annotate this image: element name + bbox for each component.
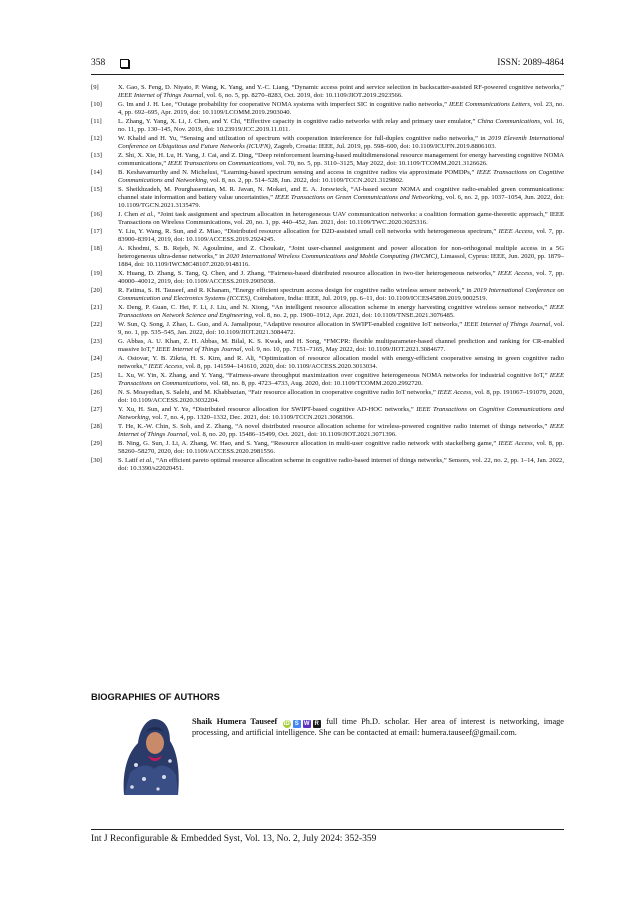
reference-item [91, 457, 564, 473]
reference-venue: China Communications [477, 118, 541, 125]
reference-venue: IEEE Internet of Things Journal [118, 422, 564, 438]
reference-item [91, 372, 564, 388]
reference-venue: IEEE Transactions on Cognitive Communications and Networking [118, 405, 564, 421]
reference-item [91, 423, 564, 439]
reference-details: , Coimbatore, India: IEEE, Jul. 2019, pp. 6–11, doi: 10.1109/ICCES45898.2019.9002519. [249, 294, 488, 302]
reference-number: [10] [91, 101, 102, 108]
reference-item [91, 135, 564, 151]
reference-text [118, 169, 564, 185]
reference-authors-title: Y. Liu, Y. Wang, R. Sun, and Z. Miao, “Distributed resource allocation for D2D-assisted small cell networks with heterogeneous spectrum,” [118, 227, 499, 235]
reference-item [91, 321, 564, 337]
reference-authors-title: W. Sun, Q. Song, J. Zhao, L. Guo, and A. Jamalipour, “Adaptive resource allocation in SWIPT-enabled cognitive IoT networks,” [118, 320, 465, 328]
reference-venue: IEEE Transactions on Green Communications and Networking [274, 193, 443, 201]
reference-number: [25] [91, 371, 102, 379]
reference-number: [18] [91, 244, 102, 252]
reference-item [91, 304, 564, 320]
reference-authors-title: R. Fatima, S. H. Tauseef, and R. Khanam, “Energy efficient spectrum access design for cognitive radio wireless sensor network,” in [118, 286, 474, 294]
reference-text [118, 321, 564, 337]
reference-details: , vol. 6, no. 2, pp. 1037–1054, Jun. 2022, doi: 10.1109/TGCN.2021.3135479. [118, 193, 564, 209]
reference-venue: IEEE Internet of Things Journal [118, 91, 204, 99]
reference-venue: IEEE Access [498, 439, 533, 447]
reference-text [118, 457, 564, 473]
reference-details: , Limassol, Cyprus: IEEE, Jun. 2020, pp. 1879–1884, doi: 10.1109/IWCMC48107.2020.9148116. [118, 252, 564, 268]
reference-authors-title: X. Deng, P. Guan, C. Hei, F. Li, J. Liu, and N. Xiong, “An intelligent resource allocation scheme in energy harvesting cognitive wireless sensor networks,” [118, 303, 550, 311]
reference-item [91, 169, 564, 185]
reference-details: , vol. 7, pp. 40000–40012, 2019, doi: 10.1109/ACCESS.2019.2905038. [118, 269, 565, 285]
header-rule [91, 74, 564, 75]
reference-item [91, 389, 564, 405]
reference-authors-title: W. Khalid and H. Yu, “Sensing and utilization of spectrum with cooperation interference for full-duplex cognitive radio networks,” in [118, 135, 488, 142]
reference-details: , vol. 8, pp. 191067–191079, 2020, doi: 10.1109/ACCESS.2020.3032204. [118, 388, 564, 404]
reference-venue: IEEE Access [148, 362, 183, 370]
reference-number: [26] [91, 388, 102, 396]
references-list [91, 84, 564, 474]
reference-text [118, 245, 564, 269]
reference-item [91, 406, 564, 422]
author-photo [118, 713, 183, 795]
reference-number: [21] [91, 303, 102, 311]
reference-details: , vol. 8, no. 2, pp. 1900–1912, Apr. 2021, doi: 10.1109/TNSE.2021.3076485. [251, 311, 455, 319]
reference-authors-title: A. Khodmi, S. B. Rejeb, N. Agoulmine, and Z. Choukair, “Joint user-channel assignment and power allocation for non-orthogonal multiple access in a 5G heterogeneous ultra-dense networks,” in [118, 244, 564, 260]
reference-number: [9] [91, 84, 99, 91]
reference-item [91, 101, 564, 117]
reference-details: , Zagreb, Croatia: IEEE, Jul. 2019, pp. 598–600, doi: 10.1109/ICUFN.2019.8806103. [270, 142, 497, 150]
reference-venue: IEEE Communications Letters [448, 101, 531, 108]
reference-item [91, 211, 564, 227]
issn: ISSN: 2089-4864 [497, 58, 564, 68]
reference-authors-title: S. Latif [118, 456, 140, 464]
footer-rule [91, 829, 564, 830]
reference-text [118, 287, 564, 303]
header-box-icon [120, 59, 129, 68]
reference-number: [19] [91, 269, 102, 277]
reference-authors-title: L. Xu, W. Yin, X. Zhang, and Y. Yang, “Fairness-aware throughput maximization over cognitive heterogeneous NOMA networks for industrial cognitive IoT,” [118, 371, 550, 379]
reference-text [118, 304, 564, 320]
reference-text [118, 440, 564, 456]
reference-text [118, 406, 564, 422]
reference-text [118, 211, 564, 227]
reference-authors-title: G. Im and J. H. Lee, “Outage probability for cooperative NOMA systems with imperfect SIC in cognitive radio networks,” [118, 101, 449, 108]
reference-details: , vol. 8, no. 2, pp. 514–528, Jun. 2022, doi: 10.1109/TCCN.2021.3129802. [206, 176, 404, 184]
reference-number: [29] [91, 439, 102, 447]
page-number: 358 [91, 58, 106, 68]
reference-venue: 2019 International Conference on Communication and Electronics Systems (ICCES) [118, 286, 564, 302]
reference-number: [16] [91, 210, 102, 218]
reference-details: , vol. 23, no. 4, pp. 692–695, Apr. 2019, doi: 10.1109/LCOMM.2019.2903040. [118, 101, 564, 116]
reference-item [91, 245, 564, 269]
reference-venue: et al. [140, 210, 154, 218]
reference-venue: IEEE Transactions on Communications [118, 371, 564, 387]
reference-number: [28] [91, 422, 102, 430]
page-header [91, 58, 564, 72]
reference-authors-title: B. Keshavamurthy and N. Michelusi, “Learning-based spectrum sensing and access in cognitive radios via approximate POMDPs,” [118, 169, 477, 176]
reference-item [91, 152, 564, 168]
reference-authors-title: X. Gao, S. Feng, D. Niyato, P. Wang, K. Yang, and Y.-C. Liang, “Dynamic access point and service selection in backscatter-assisted RF-powered cognitive networks,” [118, 84, 564, 91]
reference-authors-title: N. S. Moayedian, S. Salehi, and M. Khabbazian, “Fair resource allocation in cooperative cognitive radio IoT networks,” [118, 388, 438, 396]
reference-number: [12] [91, 135, 102, 142]
reference-item [91, 287, 564, 303]
reference-number: [13] [91, 152, 102, 159]
reference-details: , “Joint task assignment and spectrum allocation in heterogeneous UAV communication networks: a coalition formation game-theoretic approach,” IEEE Transactions on Wireless Communications, vol. 20, no. 1, pp. 440–452, Jan. 2021, doi: 10.1109/TWC.2020.3025316. [118, 210, 564, 226]
reference-venue: IEEE Access [437, 388, 472, 396]
reference-authors-title: S. Sheikhzadeh, M. Pourghasemian, M. R. Javan, N. Mokari, and E. A. Jorswieck, “AI-based secure NOMA and cognitive radio-enabled green communications: channel state information and battery value uncertainties,” [118, 186, 564, 201]
reference-text [118, 228, 564, 244]
author-biography [192, 717, 564, 738]
reference-number: [11] [91, 118, 102, 125]
reference-venue: et al. [139, 456, 153, 464]
author-description: full time Ph.D. scholar. Her area of interest is networking, image processing, and artificial intelligence. She can be contacted at email: humera.tauseef@gmail.com. [192, 717, 564, 737]
reference-item [91, 338, 564, 354]
page-footer: Int J Reconfigurable & Embedded Syst, Vol. 13, No. 2, July 2024: 352-359 [91, 834, 377, 844]
reference-text [118, 118, 564, 134]
reference-authors-title: B. Ning, G. Sun, J. Li, A. Zhang, W. Hao, and S. Yang, “Resource allocation in multi-user cognitive radio network with stackelberg game,” [118, 439, 499, 447]
reference-number: [24] [91, 354, 102, 362]
reference-details: , vol. 8, pp. 141594–141610, 2020, doi: 10.1109/ACCESS.2020.3013034. [182, 362, 378, 370]
reference-authors-title: L. Zhang, Y. Yang, X. Li, J. Chen, and Y. Chi, “Effective capacity in cognitive radio networks with relay and primary user emulator,” [118, 118, 478, 125]
reference-text [118, 423, 564, 439]
reference-details: , vol. 16, no. 11, pp. 130–145, Nov. 2019, doi: 10.23919/JCC.2019.11.011. [118, 118, 564, 133]
reference-details: , vol. 9, no. 1, pp. 535–545, Jan. 2022, doi: 10.1109/JIOT.2021.3084472. [118, 320, 564, 336]
reference-text [118, 135, 564, 151]
reference-text [118, 101, 564, 117]
author-name: Shaik Humera Tauseef [192, 717, 278, 726]
reference-item [91, 118, 564, 134]
reference-details: , vol. 6, no. 5, pp. 8270–8283, Oct. 2019, doi: 10.1109/JIOT.2019.2923566. [203, 91, 403, 99]
reference-authors-title: Y. Xu, H. Sun, and Y. Ye, “Distributed resource allocation for SWIPT-based cognitive AD-HOC networks,” [118, 405, 417, 413]
reference-venue: IEEE Access [498, 227, 533, 235]
reference-details: , vol. 7, no. 4, pp. 1320–1332, Dec. 2021, doi: 10.1109/TCCN.2021.3068396. [148, 413, 354, 421]
reference-details: , vol. 7, pp. 83900–83914, 2019, doi: 10.1109/ACCESS.2019.2924245. [118, 227, 564, 243]
reference-authors-title: J. Chen [118, 210, 141, 218]
reference-number: [20] [91, 286, 102, 294]
reference-text [118, 84, 564, 100]
reference-venue: IEEE Access [497, 269, 533, 277]
reference-number: [15] [91, 186, 102, 193]
reference-item [91, 355, 564, 371]
reference-details: , vol. 68, no. 8, pp. 4723–4733, Aug. 2020, doi: 10.1109/TCOMM.2020.2992720. [206, 379, 423, 387]
reference-venue: IEEE Transactions on Network Science and Engineering [118, 303, 564, 319]
reference-item [91, 186, 564, 210]
reference-authors-title: Z. Shi, X. Xie, H. Lu, H. Yang, J. Cai, and Z. Ding, “Deep reinforcement learning-based multidimensional resource management for energy harvesting cognitive NOMA communications,” [118, 152, 564, 167]
reference-text [118, 372, 564, 388]
reference-item [91, 84, 564, 100]
reference-venue: IEEE Transactions on Cognitive Communications and Networking [118, 169, 564, 184]
reference-text [118, 355, 564, 371]
reference-venue: IEEE Internet of Things Journal [464, 320, 551, 328]
reference-number: [27] [91, 405, 102, 413]
google-scholar-icon[interactable]: S [294, 721, 299, 727]
reference-venue: IEEE Internet of Things Journal [156, 345, 242, 353]
reference-item [91, 440, 564, 456]
reference-details: , vol. 8, pp. 58260–58270, 2020, doi: 10.1109/ACCESS.2020.2981556. [118, 439, 564, 455]
reference-number: [23] [91, 337, 102, 345]
reference-venue: 2020 International Wireless Communications and Mobile Computing (IWCMC) [226, 252, 438, 260]
web-of-science-icon[interactable]: W [303, 721, 310, 727]
reference-authors-title: A. Ostovar, Y. B. Zikria, H. S. Kim, and R. Ali, “Optimization of resource allocation model with energy-efficient cooperative sensing in green cognitive radio networks,” [118, 354, 564, 370]
reference-authors-title: X. Huang, D. Zhang, S. Tang, Q. Chen, and J. Zhang, “Fairness-based distributed resource allocation in two-tier heterogeneous networks,” [118, 269, 498, 277]
reference-details: , vol. 70, no. 5, pp. 3110–3125, May 2022, doi: 10.1109/TCOMM.2021.3126626. [272, 159, 488, 167]
reference-number: [14] [91, 169, 102, 176]
researchgate-icon[interactable]: R [314, 721, 319, 727]
reference-item [91, 228, 564, 244]
reference-item [91, 270, 564, 286]
reference-number: [22] [91, 320, 102, 328]
reference-authors-title: G. Abbas, A. U. Khan, Z. H. Abbas, M. Bilal, K. S. Kwak, and H. Song, “FMCPR: flexible multiparameter-based channel prediction and ranking for CR-enabled massive IoT,” [118, 337, 564, 353]
reference-text [118, 338, 564, 354]
reference-text [118, 389, 564, 405]
reference-details: , “An efficient pareto optimal resource allocation scheme in cognitive radio-based internet of things networks,” Sensors, vol. 22, no. 2, pp. 1–14, Jan. 2022, doi: 10.3390/s22020451. [118, 456, 564, 472]
reference-authors-title: T. He, K.-W. Chin, S. Soh, and Z. Zhang, “A novel distributed resource allocation scheme for wireless-powered cognitive radio internet of things networks,” [118, 422, 550, 430]
reference-details: , vol. 9, no. 10, pp. 7151–7165, May 2022, doi: 10.1109/JIOT.2021.3084677. [241, 345, 446, 353]
reference-text [118, 186, 564, 210]
reference-number: [30] [91, 456, 102, 464]
orcid-icon[interactable]: iD [283, 721, 290, 727]
reference-details: , vol. 8, no. 20, pp. 15486–15499, Oct. 2021, doi: 10.1109/JIOT.2021.3071396. [187, 430, 397, 438]
reference-venue: 2019 Eleventh International Conference on Ubiquitous and Future Networks (ICUFN) [118, 135, 564, 150]
reference-text [118, 152, 564, 168]
biographies-heading: BIOGRAPHIES OF AUTHORS [91, 692, 220, 702]
reference-text [118, 270, 564, 286]
reference-number: [17] [91, 227, 102, 235]
reference-venue: IEEE Transactions on Communications [167, 159, 273, 167]
